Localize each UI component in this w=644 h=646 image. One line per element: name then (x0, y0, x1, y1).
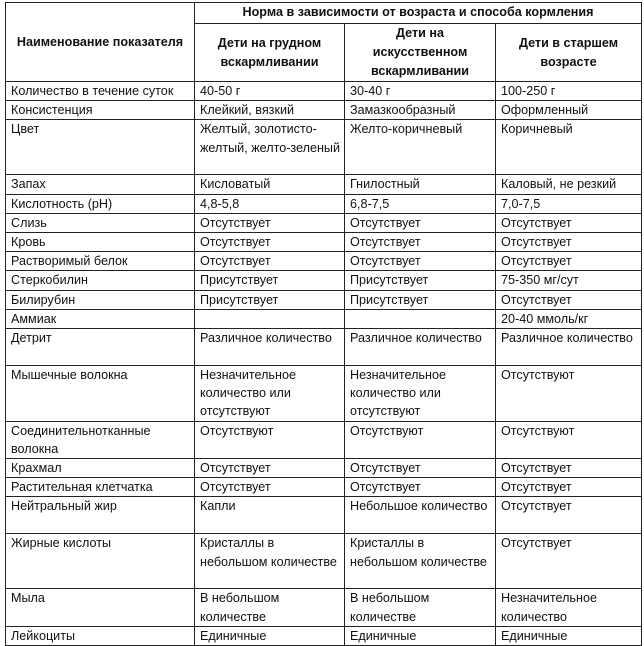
table-row (6, 233, 642, 252)
breastfed-cell: Отсутствует (195, 478, 345, 497)
table-row (6, 290, 642, 309)
column-header-older-children: Дети в старшем возрасте (496, 24, 642, 82)
table-row (6, 589, 642, 626)
breastfed-cell: Отсутствуют (195, 421, 345, 458)
table-row (6, 194, 642, 213)
table-row (6, 421, 642, 458)
formula-fed-cell: Кристаллы в небольшом количестве (345, 534, 496, 589)
formula-fed-cell: Незначительное количество или отсутствуют (345, 366, 496, 422)
indicator-cell: Аммиак (6, 309, 195, 328)
indicator-cell: Билирубин (6, 290, 195, 309)
older-children-cell: 20-40 ммоль/кг (496, 309, 642, 328)
breastfed-cell: Единичные (195, 626, 345, 645)
column-header-breastfed: Дети на грудном вскармливании (195, 24, 345, 82)
older-children-cell: Отсутствует (496, 252, 642, 271)
table-row (6, 120, 642, 175)
older-children-cell: Незначительное количество (496, 589, 642, 626)
table-row (6, 309, 642, 328)
breastfed-cell: Отсутствует (195, 213, 345, 232)
indicator-cell: Стеркобилин (6, 271, 195, 290)
breastfed-cell: Отсутствует (195, 233, 345, 252)
indicator-cell: Растворимый белок (6, 252, 195, 271)
formula-fed-cell: Небольшое количество (345, 497, 496, 534)
breastfed-cell: Отсутствует (195, 252, 345, 271)
breastfed-cell: Желтый, золотисто-желтый, желто-зеленый (195, 120, 345, 175)
breastfed-cell: Незначительное количество или отсутствуют (195, 366, 345, 422)
indicator-cell: Крахмал (6, 459, 195, 478)
older-children-cell: 75-350 мг/сут (496, 271, 642, 290)
column-header-formula-fed: Дети на искусственном вскармливании (345, 24, 496, 82)
older-children-cell: Отсутствует (496, 213, 642, 232)
indicator-cell: Детрит (6, 329, 195, 366)
table-row (6, 497, 642, 534)
table-row (6, 213, 642, 232)
indicator-cell: Нейтральный жир (6, 497, 195, 534)
indicator-cell: Цвет (6, 120, 195, 175)
older-children-cell: Отсутствуют (496, 421, 642, 458)
indicator-cell: Соединительнотканные волокна (6, 421, 195, 458)
older-children-cell: 7,0-7,5 (496, 194, 642, 213)
table-row (6, 101, 642, 120)
indicator-cell: Слизь (6, 213, 195, 232)
breastfed-cell: Кристаллы в небольшом количестве (195, 534, 345, 589)
table-header (6, 3, 642, 82)
indicator-cell: Количество в течение суток (6, 82, 195, 101)
table-row (6, 82, 642, 101)
formula-fed-cell (345, 309, 496, 328)
table-row (6, 478, 642, 497)
indicator-cell: Мышечные волокна (6, 366, 195, 422)
formula-fed-cell: Желто-коричневый (345, 120, 496, 175)
formula-fed-cell: Отсутствует (345, 252, 496, 271)
formula-fed-cell: В небольшом количестве (345, 589, 496, 626)
table-row (6, 366, 642, 422)
breastfed-cell: 4,8-5,8 (195, 194, 345, 213)
older-children-cell: Отсутствует (496, 233, 642, 252)
breastfed-cell: Различное количество (195, 329, 345, 366)
norm-group-header: Норма в зависимости от возраста и способа кормления (195, 3, 642, 24)
formula-fed-cell: 30-40 г (345, 82, 496, 101)
older-children-cell: Отсутствует (496, 534, 642, 589)
older-children-cell: Отсутствует (496, 459, 642, 478)
older-children-cell: Отсутствует (496, 497, 642, 534)
older-children-cell: 100-250 г (496, 82, 642, 101)
table-row (6, 175, 642, 194)
formula-fed-cell: Присутствует (345, 271, 496, 290)
formula-fed-cell: Различное количество (345, 329, 496, 366)
formula-fed-cell: Гнилостный (345, 175, 496, 194)
indicator-cell: Запах (6, 175, 195, 194)
table-row (6, 626, 642, 645)
table-row (6, 252, 642, 271)
formula-fed-cell: 6,8-7,5 (345, 194, 496, 213)
table-row (6, 459, 642, 478)
indicator-cell: Мыла (6, 589, 195, 626)
indicator-header: Наименование показателя (6, 3, 195, 82)
breastfed-cell: Клейкий, вязкий (195, 101, 345, 120)
indicator-cell: Жирные кислоты (6, 534, 195, 589)
formula-fed-cell: Отсутствуют (345, 421, 496, 458)
breastfed-cell: Капли (195, 497, 345, 534)
formula-fed-cell: Замазкообразный (345, 101, 496, 120)
indicator-cell: Кислотность (рН) (6, 194, 195, 213)
table-body (6, 82, 642, 646)
indicator-cell: Консистенция (6, 101, 195, 120)
table-row (6, 534, 642, 589)
formula-fed-cell: Отсутствует (345, 233, 496, 252)
indicator-cell: Кровь (6, 233, 195, 252)
formula-fed-cell: Присутствует (345, 290, 496, 309)
formula-fed-cell: Отсутствует (345, 213, 496, 232)
older-children-cell: Коричневый (496, 120, 642, 175)
norms-table (5, 2, 642, 646)
formula-fed-cell: Отсутствует (345, 459, 496, 478)
table-row (6, 271, 642, 290)
older-children-cell: Каловый, не резкий (496, 175, 642, 194)
indicator-cell: Лейкоциты (6, 626, 195, 645)
older-children-cell: Отсутствует (496, 478, 642, 497)
older-children-cell: Единичные (496, 626, 642, 645)
table-row (6, 329, 642, 366)
older-children-cell: Отсутствуют (496, 366, 642, 422)
breastfed-cell: Отсутствует (195, 459, 345, 478)
breastfed-cell: Присутствует (195, 271, 345, 290)
older-children-cell: Оформленный (496, 101, 642, 120)
breastfed-cell: 40-50 г (195, 82, 345, 101)
breastfed-cell: Кисловатый (195, 175, 345, 194)
older-children-cell: Различное количество (496, 329, 642, 366)
indicator-cell: Растительная клетчатка (6, 478, 195, 497)
breastfed-cell: Присутствует (195, 290, 345, 309)
older-children-cell: Отсутствует (496, 290, 642, 309)
breastfed-cell (195, 309, 345, 328)
breastfed-cell: В небольшом количестве (195, 589, 345, 626)
formula-fed-cell: Отсутствует (345, 478, 496, 497)
formula-fed-cell: Единичные (345, 626, 496, 645)
